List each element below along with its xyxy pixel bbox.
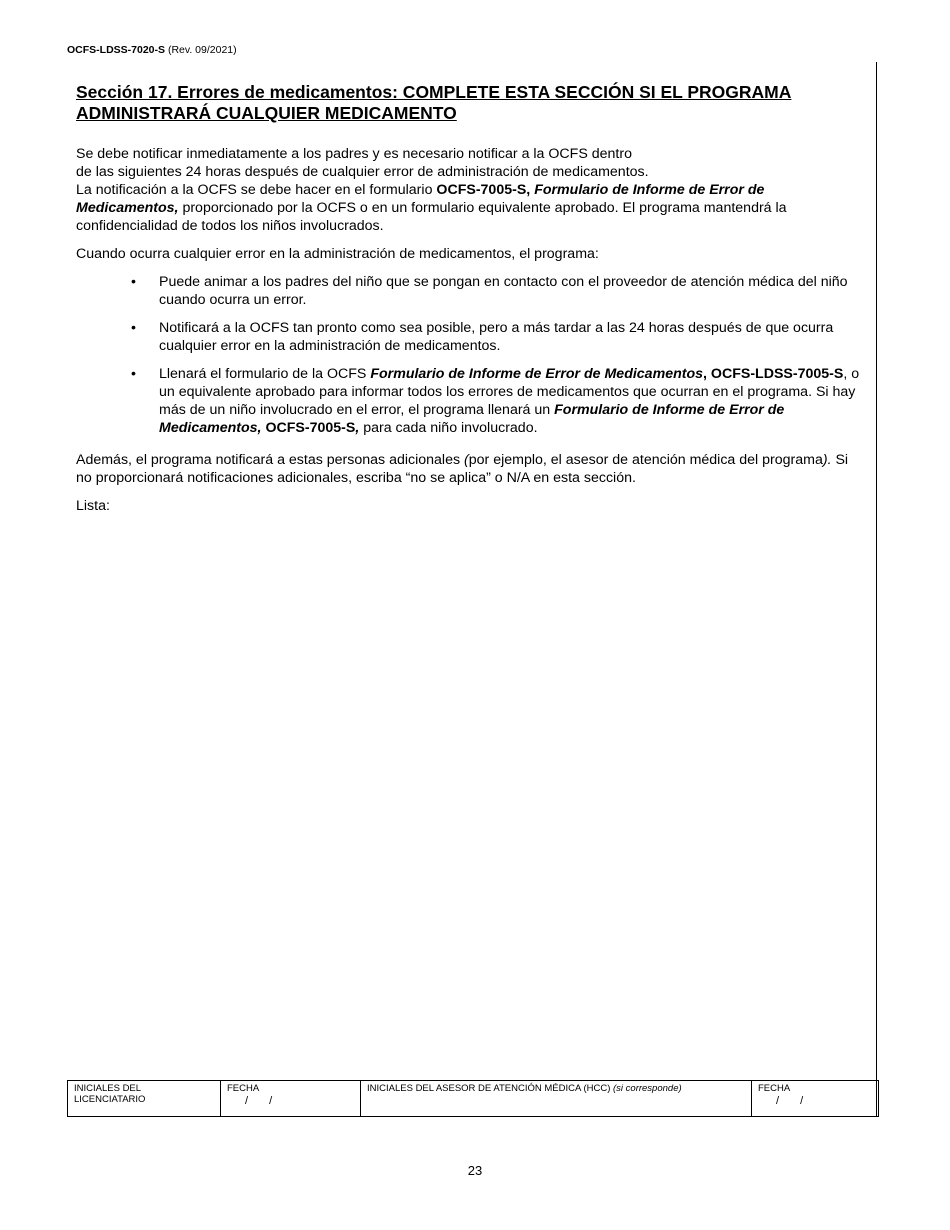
form-code-7005: OCFS-7005-S, <box>436 182 535 198</box>
list-label: Lista: <box>76 498 110 514</box>
bullet-point: • <box>131 320 136 336</box>
paragraph-when-error: Cuando ocurra cualquier error en la administración de medicamentos, el programa: <box>76 246 599 262</box>
paragraph-additional-persons: Además, el programa notificará a estas personas adicionales (por ejemplo, el asesor de atención médica del programa). Si no proporcionará notificaciones adicionales, escriba “no se aplica” o N/A en esta sección. <box>76 452 849 486</box>
section-body <box>76 145 866 525</box>
date-placeholder: / / <box>776 1095 804 1107</box>
paragraph-notify-line2: de las siguientes 24 horas después de cualquier error de administración de medicamentos. <box>76 164 649 180</box>
hcc-note: (si corresponde) <box>613 1083 682 1094</box>
page-number: 23 <box>467 1163 483 1178</box>
list-item: • Puede animar a los padres del niño que se pongan en contacto con el proveedor de atención médica del niño cuando ocurra un error. <box>131 274 848 308</box>
hcc-initials-field[interactable] <box>361 1081 752 1117</box>
bullet-point: • <box>131 366 136 382</box>
bullet-point: • <box>131 274 136 290</box>
licensee-initials-field[interactable] <box>68 1081 221 1117</box>
form-id-code: OCFS-LDSS-7020-S <box>67 44 166 56</box>
section-title: Sección 17. Errores de medicamentos: COMPLETE ESTA SECCIÓN SI EL PROGRAMA ADMINISTRARÁ CUALQUIER MEDICAMENTO <box>76 82 792 123</box>
list-item: • Llenará el formulario de la OCFS Formulario de Informe de Error de Medicamentos, OCFS-LDSS-7005-S, o un equivalente aprobado para informar todos los errores de medicamentos que ocurran en el programa. Si hay más de un niño involucrado en el error, el programa llenará un Formulario de Informe de Error de Medicamentos, OCFS-7005-S, para cada niño involucrado. <box>131 366 860 436</box>
date-field[interactable] <box>221 1081 361 1117</box>
licensee-initials-label: INICIALES DEL LICENCIATARIO <box>74 1083 146 1105</box>
date-label: FECHA <box>758 1083 791 1094</box>
form-title-reference: Formulario de Informe de Error de Medicamentos, <box>76 182 765 216</box>
program-actions-list <box>76 273 866 437</box>
form-identifier <box>67 44 237 56</box>
hcc-date-field[interactable] <box>752 1081 879 1117</box>
list-item: • Notificará a la OCFS tan pronto como sea posible, pero a más tardar a las 24 horas después de que ocurra cualquier error en la administración de medicamentos. <box>131 320 834 354</box>
paragraph-notification-form: La notificación a la OCFS se debe hacer en el formulario OCFS-7005-S, Formulario de Informe de Error de Medicamentos, proporcionado por la OCFS o en un formulario equivalente aprobado. El programa mantendrá la confidencialidad de todos los niños involucrados. <box>76 182 787 234</box>
hcc-initials-label: INICIALES DEL ASESOR DE ATENCIÓN MÉDICA (HCC) <box>367 1083 613 1094</box>
date-label: FECHA <box>227 1083 260 1094</box>
date-placeholder: / / <box>245 1095 273 1107</box>
right-margin-rule <box>876 62 877 1117</box>
paragraph-notify-line1: Se debe notificar inmediatamente a los padres y es necesario notificar a la OCFS dentro <box>76 146 632 162</box>
signature-table <box>67 1080 879 1117</box>
form-revision: (Rev. 09/2021) <box>167 44 237 56</box>
